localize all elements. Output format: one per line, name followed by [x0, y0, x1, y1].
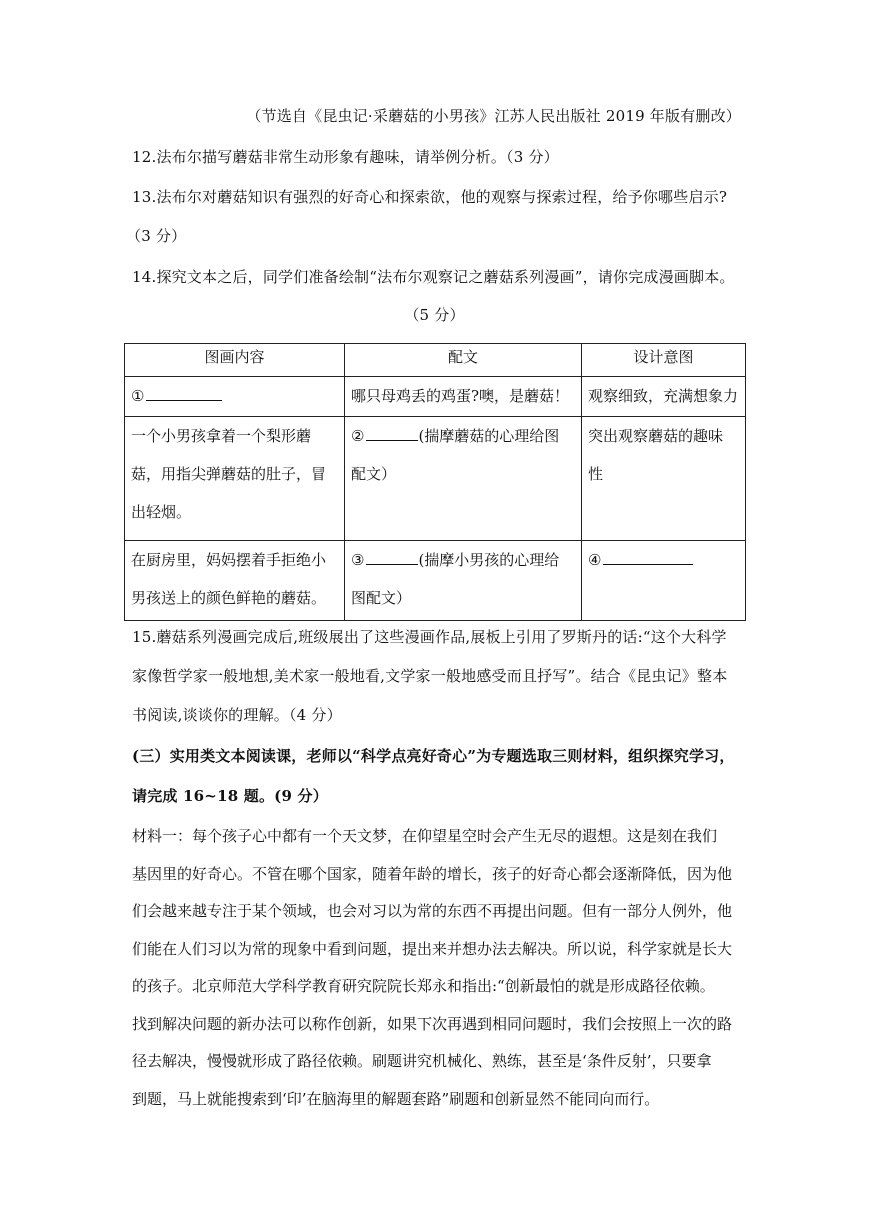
question-15-line3: 书阅读,谈谈你的理解。（4 分） [132, 706, 342, 724]
table-row [125, 417, 746, 541]
header-caption: 配文 [345, 344, 582, 377]
blank-3-label: ③ [351, 551, 365, 569]
question-14-score: （5 分） [404, 306, 465, 324]
question-14-line1: 14.探究文本之后，同学们准备绘制“法布尔观察记之蘑菇系列漫画”，请你完成漫画脚本。 [132, 268, 735, 286]
row2-picture: 一个小男孩拿着一个梨形蘑 菇，用指尖弹蘑菇的肚子，冒 出轻烟。 [125, 417, 345, 541]
row1-picture[interactable] [125, 377, 345, 417]
row2-intent: 突出观察蘑菇的趣味 性 [582, 417, 746, 541]
row3-intent[interactable] [582, 541, 746, 621]
question-12: 12.法布尔描写蘑菇非常生动形象有趣味，请举例分析。（3 分） [132, 148, 559, 166]
row2-caption[interactable]: ② (揣摩蘑菇的心理给图 配文） [345, 417, 582, 541]
row1-caption: 哪只母鸡丢的鸡蛋?噢，是蘑菇！ [345, 377, 582, 417]
source-note: （节选自《昆虫记·采蘑菇的小男孩》江苏人民出版社 2019 年版有删改） [246, 107, 741, 125]
blank-2[interactable] [366, 439, 418, 441]
table-header-row [125, 344, 746, 377]
question-15-line1: 15.蘑菇系列漫画完成后,班级展出了这些漫画作品,展板上引用了罗斯丹的话:“这个大科学 [132, 628, 727, 646]
section-3-heading-line2: 请完成 16~18 题。(9 分） [132, 787, 328, 805]
blank-1-label: ① [131, 387, 145, 405]
table-row [125, 377, 746, 417]
table-row [125, 541, 746, 621]
blank-4[interactable] [603, 563, 693, 565]
blank-3[interactable] [366, 563, 418, 565]
row3-caption[interactable]: ③ (揣摩小男孩的心理给 图配文） [345, 541, 582, 621]
blank-1[interactable] [146, 399, 222, 401]
material-1-paragraph: 材料一：每个孩子心中都有一个天文梦，在仰望星空时会产生无尽的遐想。这是刻在我们 基因里的好奇心。不管在哪个国家，随着年龄的增长，孩子的好奇心都会逐渐降低，因为他 们会越来越专注于某个领域，也会对习以为常的东西不再提出问题。但有一部分人例外，他 们能在人们习以为常的现象中看到问题，提出来并想办法去解决。所以说，科学家就是长大 的孩子。北京师范大学科学教育研究院院长郑永和指出:“创新最怕的就是形成路径依赖。 找到解决问题的新办法可以称作创新，如果下次再遇到相同问题时，我们会按照上一次的路 径去解决，慢慢就形成了路径依赖。刷题讲究机械化、熟练，甚至是‘条件反射’，只要拿 到题，马上就能搜索到‘印’在脑海里的解题套路”刷题和创新显然不能同向而行。 [132, 827, 733, 1108]
question-13-line2: （3 分） [126, 227, 187, 245]
question-15-line2: 家像哲学家一般地想,美术家一般地看,文学家一般地感受而且抒写”。结合《昆虫记》整本 [132, 667, 728, 685]
row3-picture: 在厨房里，妈妈摆着手拒绝小 男孩送上的颜色鲜艳的蘑菇。 [125, 541, 345, 621]
blank-2-label: ② [351, 427, 365, 445]
blank-4-label: ④ [588, 551, 602, 569]
comic-script-table [124, 343, 746, 621]
row1-intent: 观察细致，充满想象力 [582, 377, 746, 417]
header-intent: 设计意图 [582, 344, 746, 377]
header-picture: 图画内容 [125, 344, 345, 377]
section-3-heading-line1: (三）实用类文本阅读课，老师以“科学点亮好奇心”为专题选取三则材料，组织探究学习， [132, 747, 735, 765]
question-13-line1: 13.法布尔对蘑菇知识有强烈的好奇心和探索欲，他的观察与探索过程，给予你哪些启示? [132, 188, 728, 206]
